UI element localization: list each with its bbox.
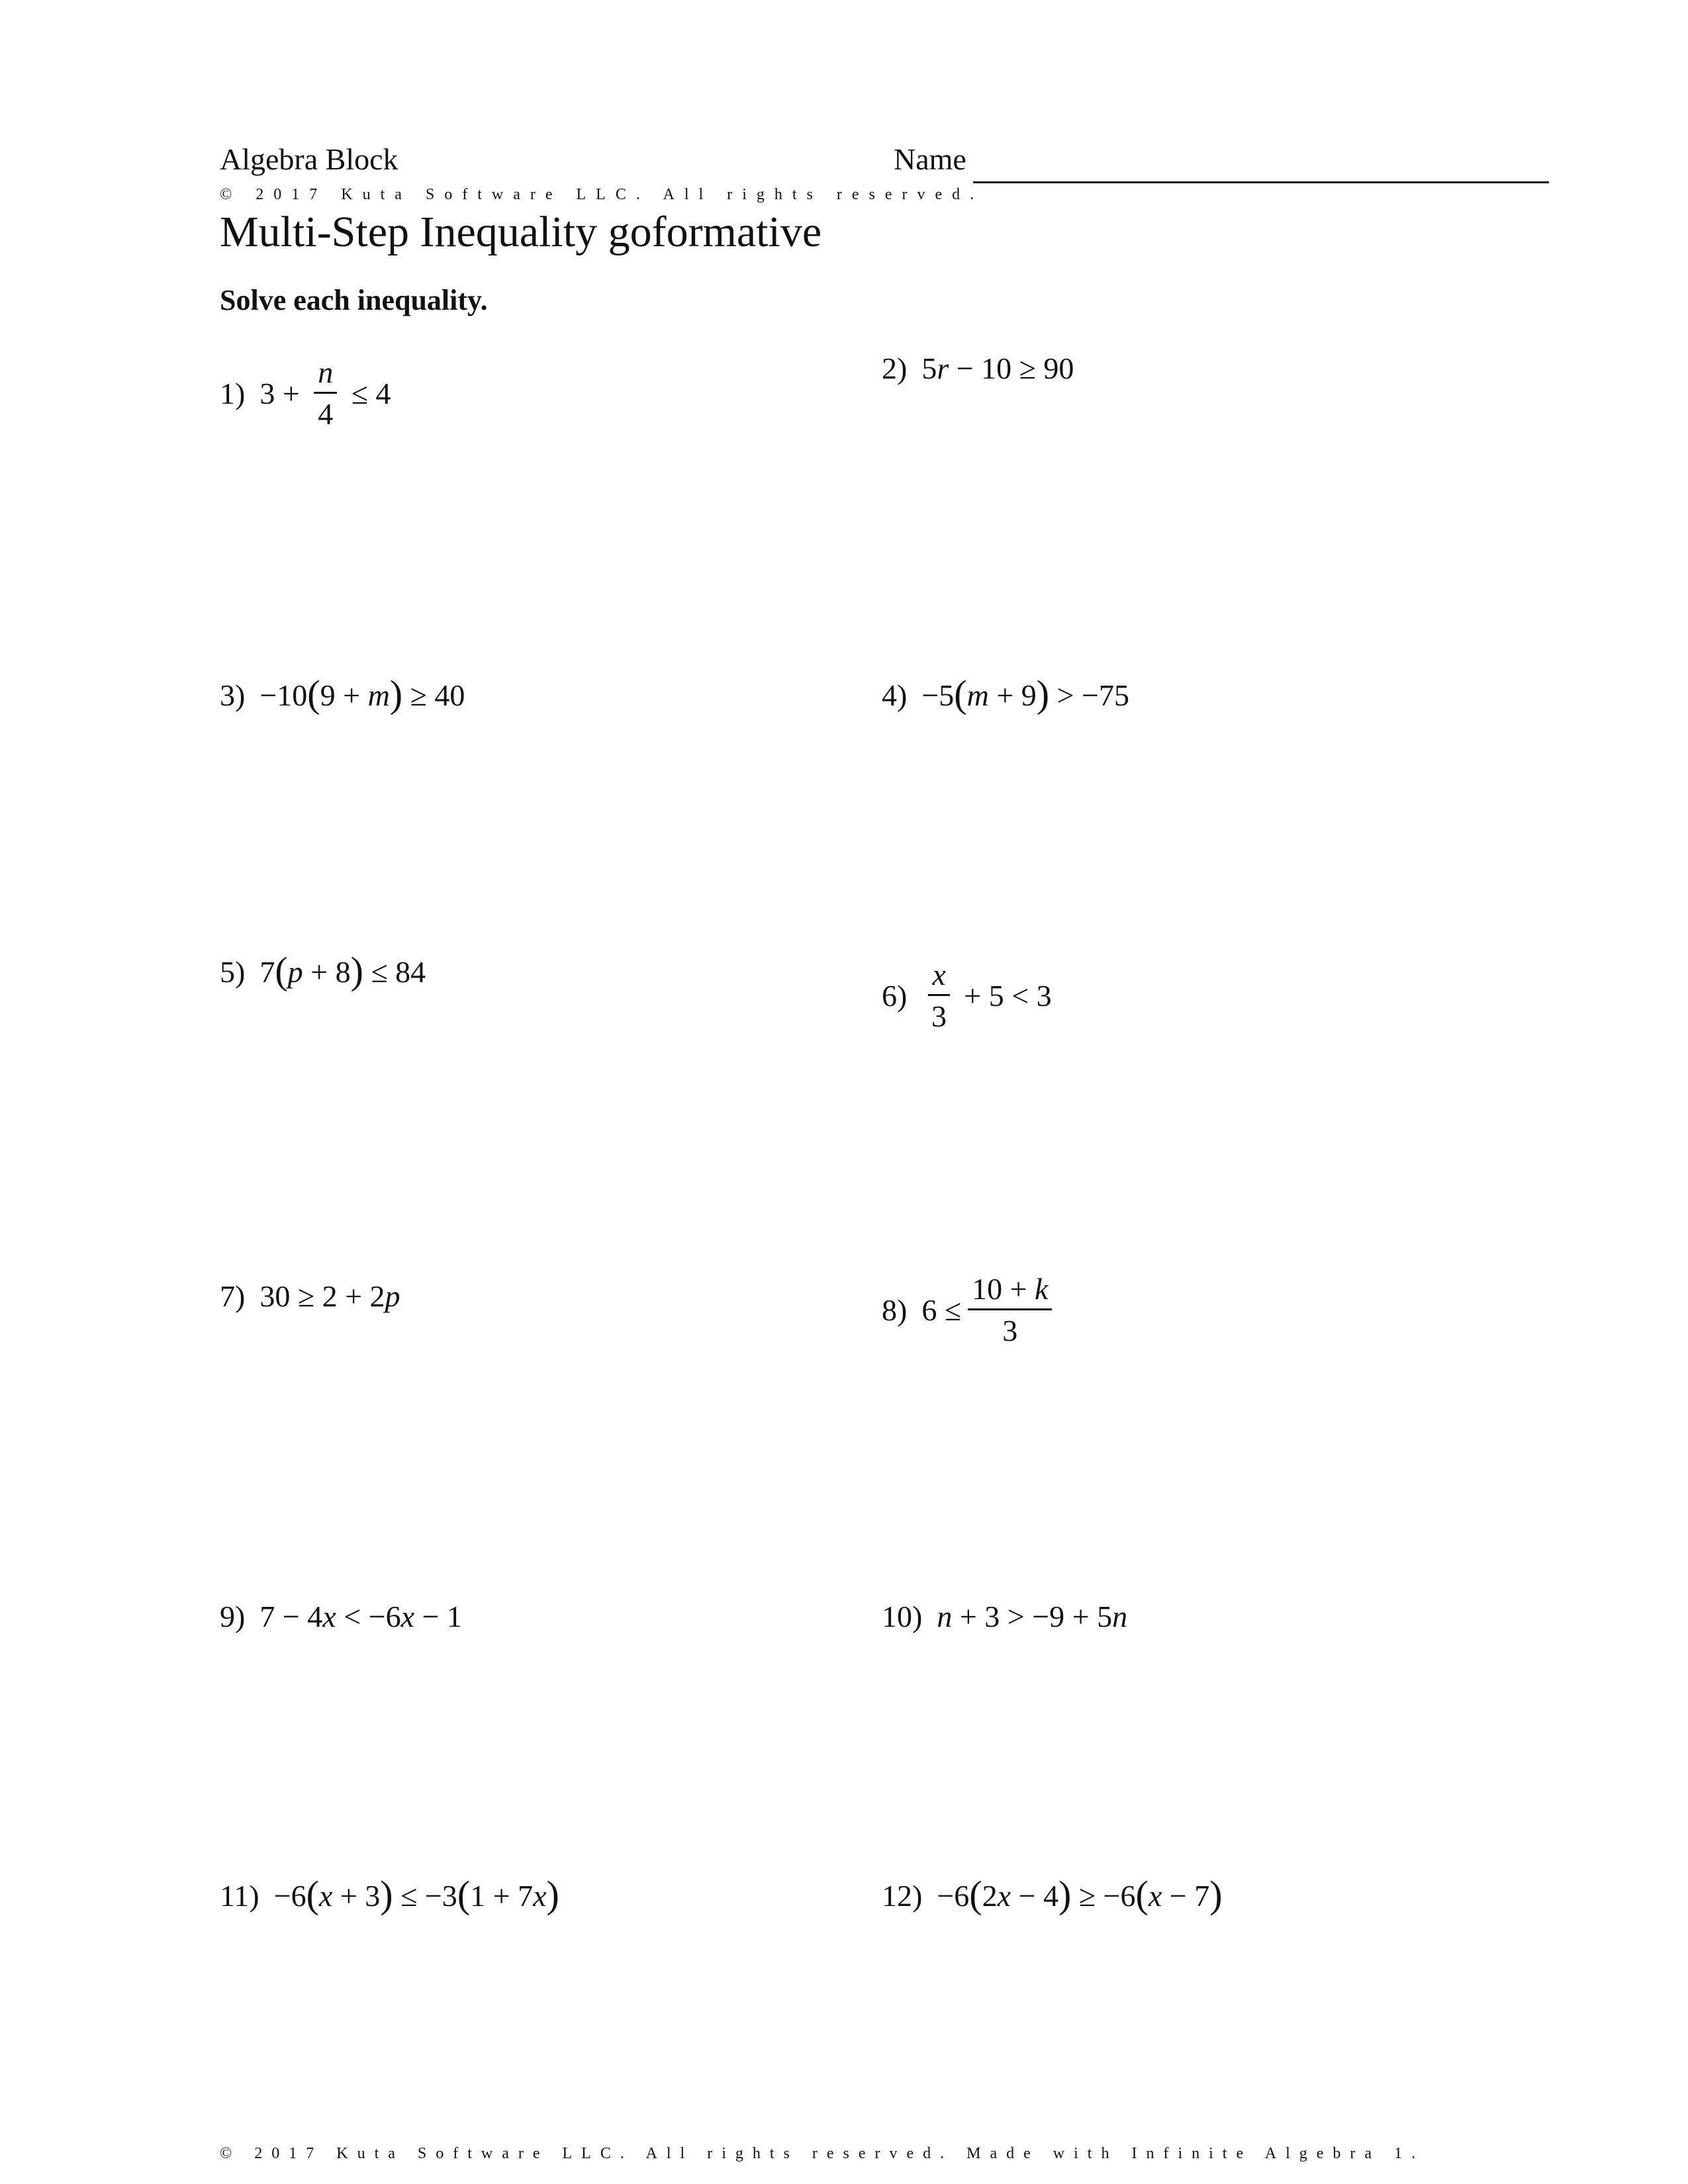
name-line [973, 181, 1549, 183]
worksheet-title: Multi-Step Inequality goformative [220, 208, 822, 256]
problem-number: 4) [882, 678, 908, 712]
problem-4 [882, 672, 1130, 715]
open-paren: ( [306, 1873, 319, 1916]
problem-3 [220, 672, 465, 715]
expr-part: ≤ 4 [344, 376, 391, 410]
expr-part: + 5 < 3 [956, 978, 1052, 1013]
course-label: Algebra Block [220, 142, 399, 176]
name-label: Name [894, 142, 966, 176]
variable: n [1112, 1600, 1128, 1633]
fraction-numerator: x [928, 960, 949, 996]
problem-9 [220, 1602, 462, 1632]
problem-8 [882, 1274, 1058, 1346]
instructions: Solve each inequality. [220, 284, 488, 316]
expr-part: −6 [273, 1879, 306, 1913]
fraction-denominator: 4 [318, 397, 334, 431]
expr-part: + 9 [988, 678, 1037, 712]
problem-number: 2) [882, 351, 908, 385]
expr-part: 5 [921, 351, 937, 385]
variable: m [966, 678, 989, 712]
variable: x [533, 1879, 547, 1913]
expr-part: − 7 [1162, 1879, 1210, 1913]
problem-1 [220, 357, 391, 430]
open-paren: ( [969, 1873, 982, 1916]
expr-part: > −75 [1049, 678, 1130, 712]
variable: r [937, 351, 949, 385]
close-paren: ) [389, 672, 403, 715]
close-paren: ) [380, 1873, 393, 1916]
expr-part: − 10 ≥ 90 [949, 351, 1074, 385]
expr-part: + 3 > −9 + 5 [952, 1600, 1113, 1633]
open-paren: ( [954, 672, 967, 715]
variable: p [385, 1279, 400, 1313]
expr-part: −5 [921, 678, 955, 712]
fraction-denominator: 3 [931, 999, 947, 1033]
variable: x [318, 1879, 333, 1913]
expr-part: −10 [259, 678, 308, 712]
problem-2 [882, 353, 1074, 384]
fraction [314, 357, 337, 430]
problem-number: 6) [882, 978, 908, 1013]
expr-part: + 8 [303, 955, 351, 989]
expr-part: 7 [259, 955, 275, 989]
close-paren: ) [546, 1873, 559, 1916]
problem-5 [220, 949, 426, 992]
close-paren: ) [1058, 1873, 1072, 1916]
problem-number: 7) [220, 1279, 246, 1313]
footer-copyright: © 2017 Kuta Software LLC. All rights reserved. Made with Infinite Algebra 1. [220, 2145, 1425, 2162]
variable: m [367, 678, 390, 712]
problem-number: 11) [220, 1879, 259, 1913]
variable: x [400, 1600, 415, 1633]
close-paren: ) [1036, 672, 1050, 715]
fraction-numerator [968, 1274, 1052, 1310]
expr-part: ≥ 40 [402, 678, 465, 712]
expr-part: 3 + [259, 376, 308, 410]
problem-number: 1) [220, 376, 246, 410]
expr-part: 7 − 4 [259, 1600, 323, 1633]
expr-part: 6 ≤ [921, 1293, 962, 1327]
copyright-header: © 2017 Kuta Software LLC. All rights reserved. [220, 186, 984, 203]
close-paren: ) [350, 949, 363, 992]
expr-part: + 3 [332, 1879, 381, 1913]
fraction-numerator: n [314, 357, 337, 394]
expr-part: ≥ −6 [1071, 1879, 1136, 1913]
problem-12 [882, 1873, 1223, 1916]
open-paren: ( [275, 949, 288, 992]
problem-number: 3) [220, 678, 246, 712]
expr-part: − 1 [414, 1600, 462, 1633]
variable: x [1148, 1879, 1162, 1913]
problem-11 [220, 1873, 559, 1916]
variable: k [1035, 1272, 1049, 1306]
open-paren: ( [307, 672, 320, 715]
expr-part: 10 + [972, 1272, 1035, 1306]
fraction [928, 960, 949, 1032]
problem-7 [220, 1281, 400, 1312]
expr-part: 2 [982, 1879, 998, 1913]
problem-number: 5) [220, 955, 246, 989]
fraction [968, 1274, 1052, 1346]
problem-number: 9) [220, 1600, 246, 1633]
problem-number: 12) [882, 1879, 923, 1913]
expr-part: 30 ≥ 2 + 2 [259, 1279, 385, 1313]
expr-part: − 4 [1011, 1879, 1058, 1913]
fraction-denominator: 3 [1002, 1314, 1018, 1347]
problem-number: 10) [882, 1600, 923, 1633]
variable: n [937, 1600, 953, 1633]
problem-10 [882, 1602, 1127, 1632]
expr-part: ≤ −3 [393, 1879, 457, 1913]
problem-6 [882, 960, 1052, 1032]
open-paren: ( [457, 1873, 471, 1916]
expr-part: < −6 [336, 1600, 401, 1633]
expr-part: 1 + 7 [470, 1879, 534, 1913]
variable: x [322, 1600, 336, 1633]
expr-part: −6 [937, 1879, 970, 1913]
problem-number: 8) [882, 1293, 908, 1327]
expr-part: 9 + [320, 678, 368, 712]
variable: p [287, 955, 303, 989]
open-paren: ( [1135, 1873, 1149, 1916]
variable: x [997, 1879, 1011, 1913]
expr-part: ≤ 84 [363, 955, 426, 989]
close-paren: ) [1209, 1873, 1223, 1916]
